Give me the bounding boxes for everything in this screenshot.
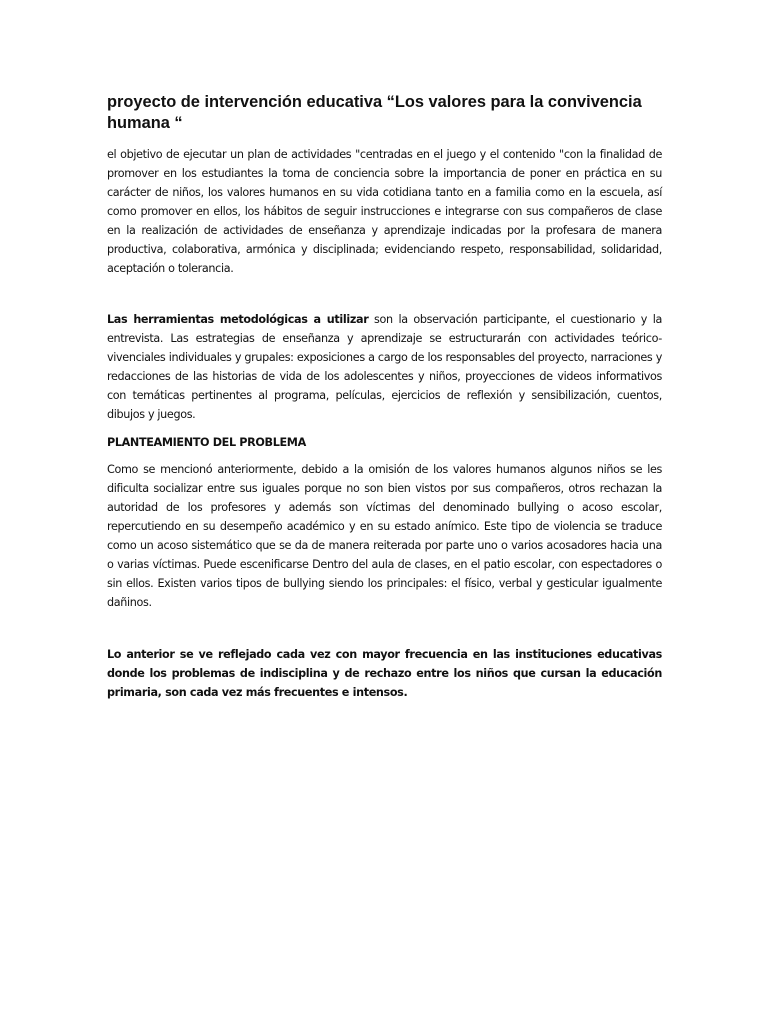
section-heading: PLANTEAMIENTO DEL PROBLEMA: [107, 436, 306, 449]
methodology-lead: Las herramientas metodológicas a utilizar: [107, 313, 369, 326]
document-title: proyecto de intervención educativa “Los valores para la convivencia humana “: [107, 93, 642, 132]
conclusion-paragraph: Lo anterior se ve reflejado cada vez con mayor frecuencia en las instituciones educativas donde los problemas de indisciplina y de rechazo entre los niños que cursan la educación primaria, son cada vez más frecuentes e intensos.: [107, 648, 662, 699]
problem-paragraph: Como se mencionó anteriormente, debido a la omisión de los valores humanos algunos niños se les dificulta socializar entre sus iguales porque no son bien vistos por sus compañeros, otros rechazan la autoridad de los profesores y además son víctimas del denominado bullying o acoso escolar, repercutiendo en su desempeño académico y en su estado anímico. Este tipo de violencia se traduce como un acoso sistemático que se da de manera reiterada por parte uno o varios acosadores hacia una o varias víctimas. Puede escenificarse Dentro del aula de clases, en el patio escolar, con espectadores o sin ellos. Existen varios tipos de bullying siendo los principales: el físico, verbal y gesticular igualmente dañinos.: [107, 463, 662, 609]
objective-paragraph: el objetivo de ejecutar un plan de actividades "centradas en el juego y el contenido "con la finalidad de promover en los estudiantes la toma de conciencia sobre la importancia de poner en práctica en su carácter de niños, los valores humanos en su vida cotidiana tanto en a familia como en la escuela, así como promover en ellos, los hábitos de seguir instrucciones e integrarse con sus compañeros de clase en la realización de actividades de enseñanza y aprendizaje indicadas por la profesara de manera productiva, colaborativa, armónica y disciplinada; evidenciando respeto, responsabilidad, solidaridad, aceptación o tolerancia.: [107, 148, 662, 275]
methodology-text: son la observación participante, el cuestionario y la entrevista. Las estrategias de enseñanza y aprendizaje se estructurarán con actividades teórico-vivenciales individuales y grupales: exposiciones a cargo de los responsables del proyecto, narraciones y redacciones de las historias de vida de los adolescentes y niños, proyecciones de videos informativos con temáticas pertinentes al programa, películas, ejercicios de reflexión y sensibilización, cuentos, dibujos y juegos.: [107, 313, 662, 421]
methodology-paragraph: [107, 310, 662, 424]
document-body: [107, 92, 662, 702]
